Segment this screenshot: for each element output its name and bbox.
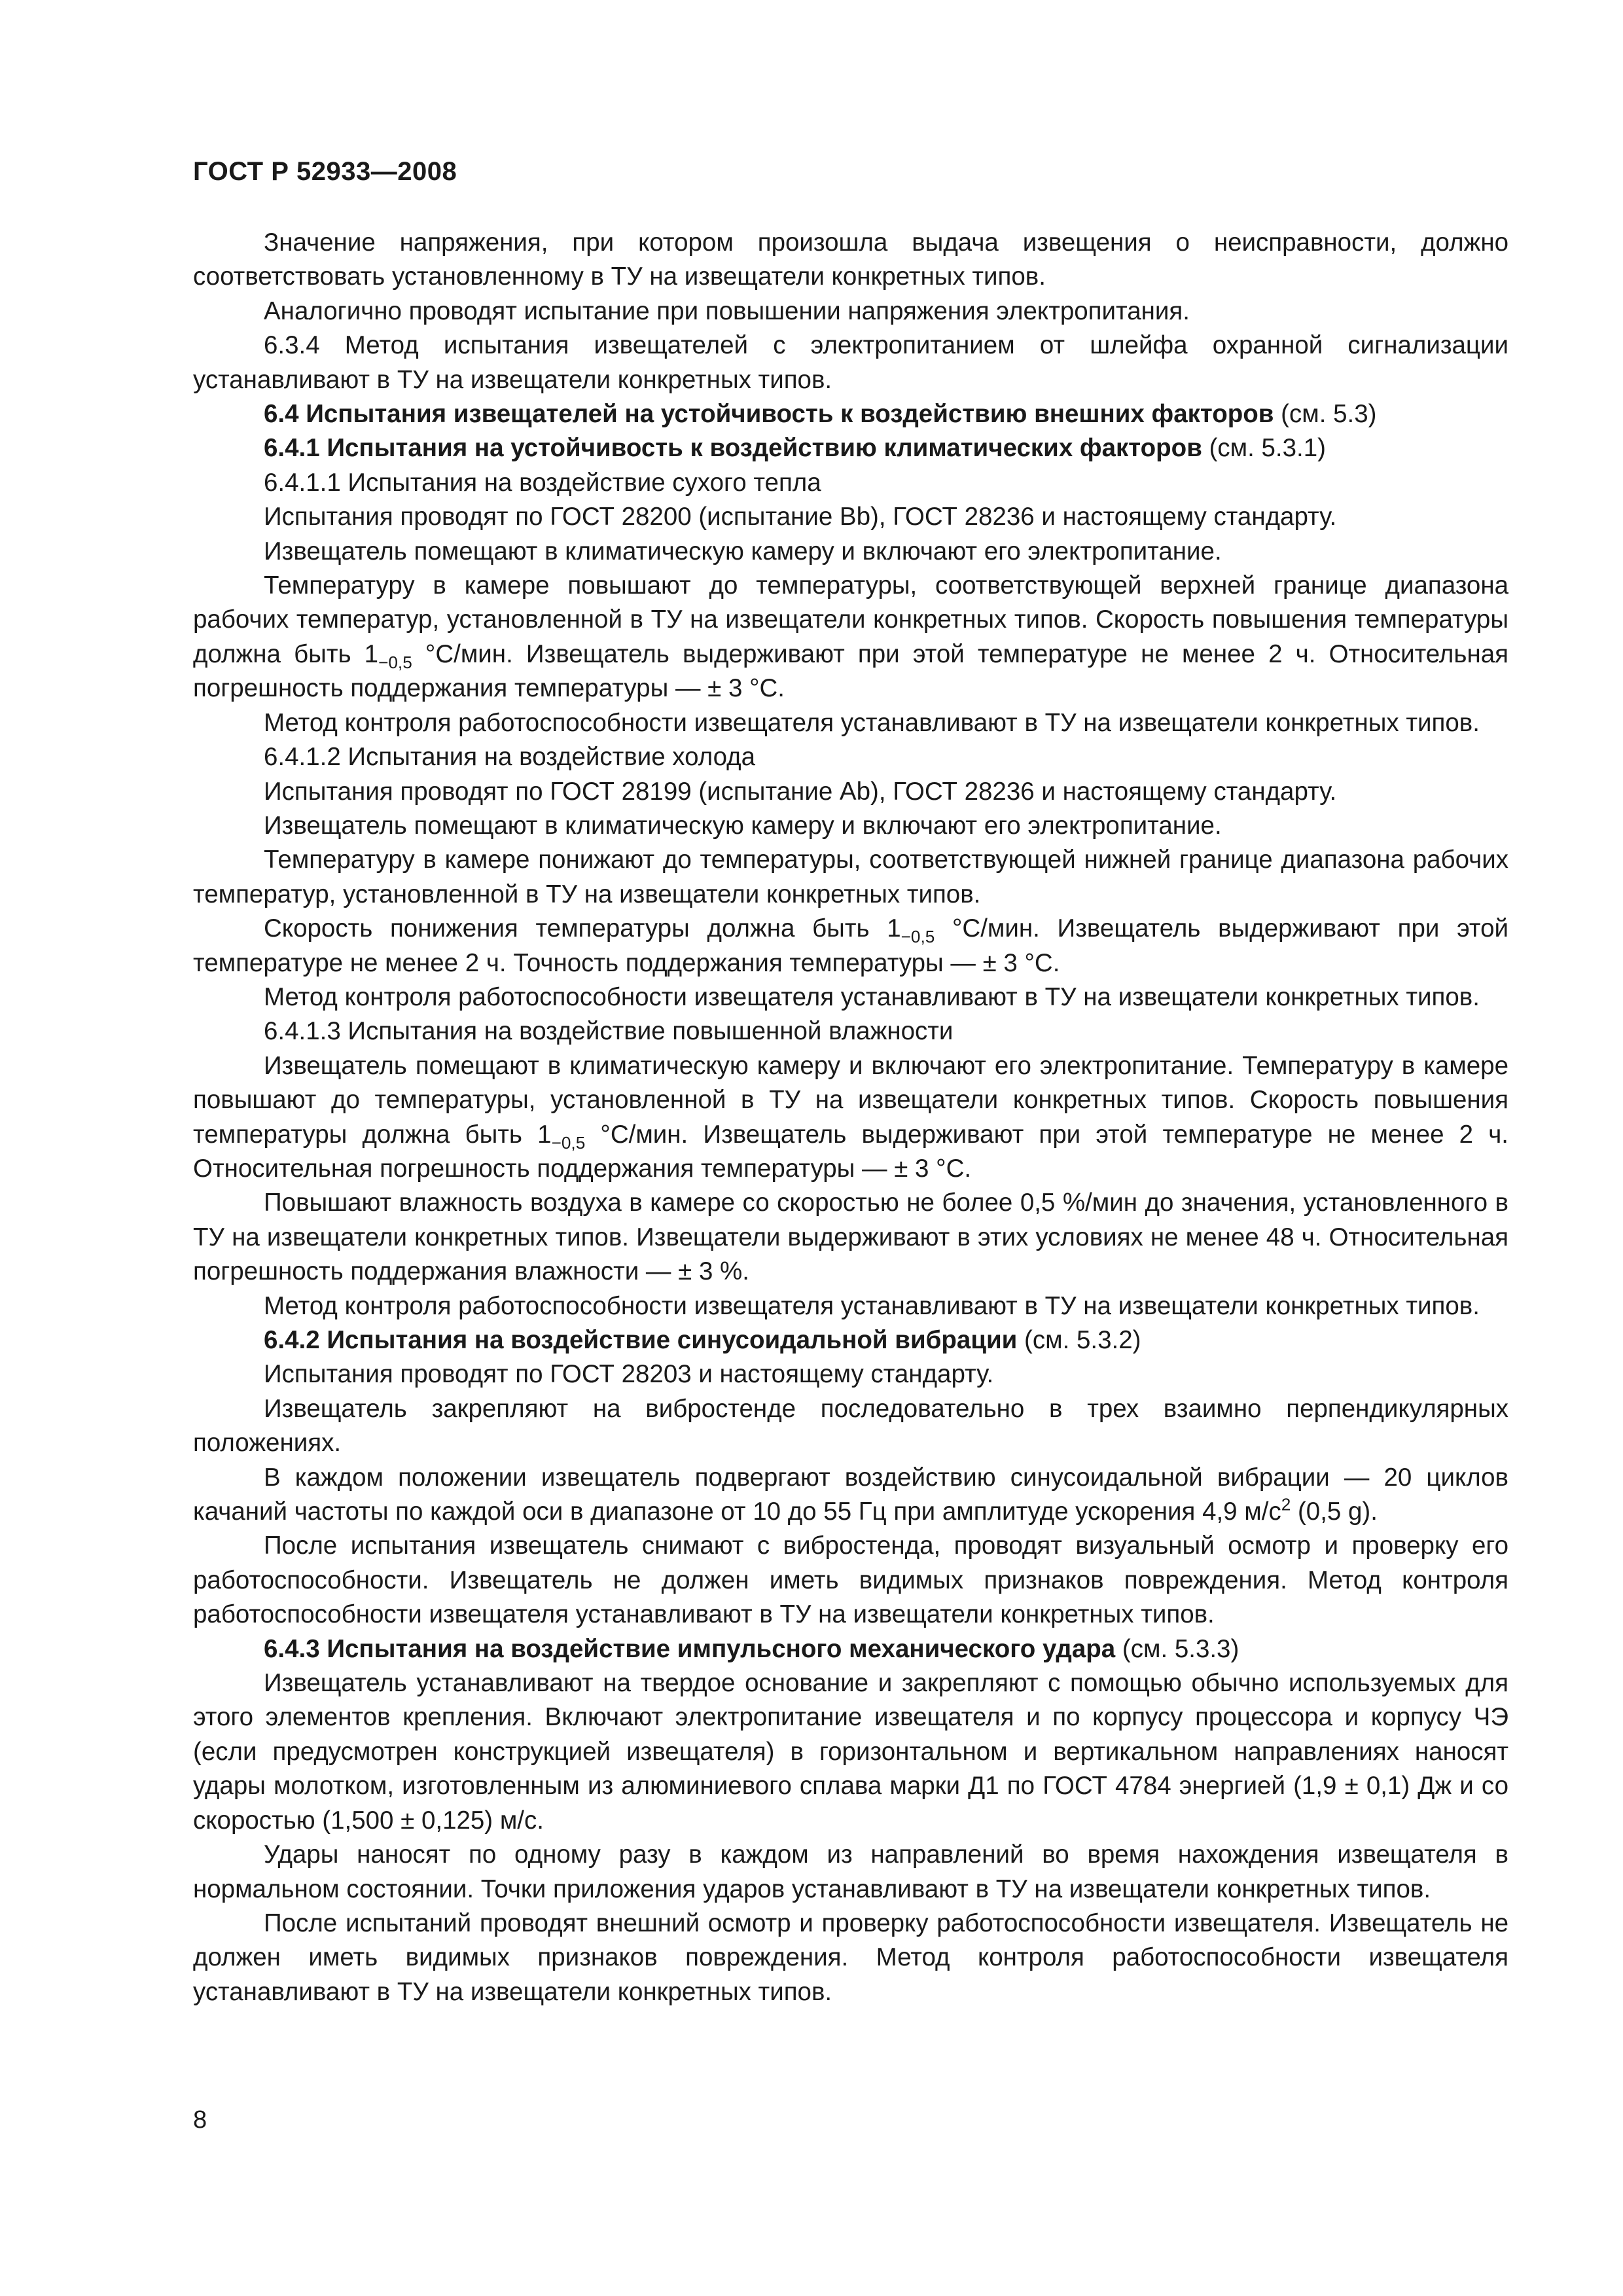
superscript: 2 — [1281, 1494, 1291, 1515]
paragraph: Извещатель закрепляют на вибростенде последовательно в трех взаимно перпендикулярных положениях. — [193, 1394, 1508, 1458]
subsection-heading-6-4-1-3: 6.4.1.3 Испытания на воздействие повышенной влажности — [264, 1017, 954, 1046]
subscript: −0,5 — [901, 927, 935, 947]
text-run: °С/мин. Извещатель выдерживают при этой температуре не менее 2 ч. Относительная погрешность поддержания температуры — ± 3 °С. — [193, 639, 1508, 703]
text-run: Температуру в камере повышают до температуры, соответствующей верхней границе диапазона рабочих температур, установленной в ТУ на извещатели конкретных типов. Скорость повышения температуры должна быть 1 — [193, 571, 1508, 668]
paragraph: Повышают влажность воздуха в камере со скоростью не более 0,5 %/мин до значения, установленного в ТУ на извещатели конкретных типов. Извещатели выдерживают в этих условиях не менее 48 ч. Относительная погрешность поддержания влажности — ± 3 %. — [193, 1189, 1508, 1286]
paragraph: Метод контроля работоспособности извещателя устанавливают в ТУ на извещатели конкретных типов. — [264, 708, 1480, 737]
heading-ref: (см. 5.3) — [1274, 400, 1377, 429]
paragraph — [193, 1461, 1508, 1530]
paragraph: Испытания проводят по ГОСТ 28203 и настоящему стандарту. — [264, 1360, 994, 1389]
heading-bold: 6.4 Испытания извещателей на устойчивость к воздействию внешних факторов — [264, 400, 1274, 429]
text-run: °С/мин. Извещатель выдерживают при этой температуре не менее 2 ч. Точность поддержания температуры — ± 3 °С. — [193, 914, 1508, 977]
paragraph — [193, 1049, 1508, 1187]
paragraph: Испытания проводят по ГОСТ 28199 (испытание Ab), ГОСТ 28236 и настоящему стандарту. — [264, 777, 1337, 806]
paragraph: После испытаний проводят внешний осмотр и проверку работоспособности извещателя. Извещатель не должен иметь видимых признаков повреждения. Метод контроля работоспособности извещателя устанавливают в ТУ на извещатели конкретных типов. — [193, 1909, 1508, 2006]
paragraph — [193, 569, 1508, 706]
paragraph: Аналогично проводят испытание при повышении напряжения электропитания. — [264, 296, 1190, 325]
section-heading-6-4-3 — [193, 1632, 1508, 1666]
paragraph: Значение напряжения, при котором произошла выдача извещения о неисправности, должно соответствовать установленному в ТУ на извещатели конкретных типов. — [193, 228, 1508, 291]
paragraph: Извещатель помещают в климатическую камеру и включают его электропитание. — [264, 811, 1222, 840]
paragraph: 6.3.4 Метод испытания извещателей с электропитанием от шлейфа охранной сигнализации устанавливают в ТУ на извещатели конкретных типов. — [193, 331, 1508, 394]
text-run: (0,5 g). — [1291, 1498, 1378, 1526]
page-number: 8 — [193, 2106, 207, 2134]
section-heading-6-4-1 — [193, 431, 1508, 465]
subscript: −0,5 — [378, 653, 412, 673]
document-body — [193, 226, 1508, 2009]
paragraph: Извещатель устанавливают на твердое основание и закрепляют с помощью обычно используемых для этого элементов крепления. Включают электропитание извещателя и по корпусу процессора и корпусу ЧЭ (если предусмотрен конструкцией извещателя) в горизонтальном и вертикальном направлениях наносят удары молотком, изготовленным из алюминиевого сплава марки Д1 по ГОСТ 4784 энергией (1,9 ± 0,1) Дж и со скоростью (1,500 ± 0,125) м/с. — [193, 1669, 1508, 1835]
heading-bold: 6.4.3 Испытания на воздействие импульсного механического удара — [264, 1634, 1116, 1663]
heading-bold: 6.4.1 Испытания на устойчивость к воздействию климатических факторов — [264, 434, 1202, 463]
paragraph: Метод контроля работоспособности извещателя устанавливают в ТУ на извещатели конкретных типов. — [264, 982, 1480, 1011]
section-heading-6-4 — [193, 397, 1508, 431]
text-run: В каждом положении извещатель подвергают воздействию синусоидальной вибрации — 20 циклов качаний частоты по каждой оси в диапазоне от 10 до 55 Гц при амплитуде ускорения 4,9 м/с — [193, 1463, 1508, 1526]
subsection-heading-6-4-1-2: 6.4.1.2 Испытания на воздействие холода — [264, 743, 756, 772]
text-run: Извещатель помещают в климатическую камеру и включают его электропитание. Температуру в камере повышают до температуры, установленной в ТУ на извещатели конкретных типов. Скорость повышения температуры должна быть 1 — [193, 1051, 1508, 1149]
paragraph: Извещатель помещают в климатическую камеру и включают его электропитание. — [264, 537, 1222, 565]
paragraph — [193, 912, 1508, 980]
heading-ref: (см. 5.3.3) — [1115, 1634, 1240, 1663]
text-run: Скорость понижения температуры должна быть 1 — [264, 914, 901, 943]
paragraph: Метод контроля работоспособности извещателя устанавливают в ТУ на извещатели конкретных типов. — [264, 1291, 1480, 1320]
heading-bold: 6.4.2 Испытания на воздействие синусоидальной вибрации — [264, 1326, 1018, 1354]
paragraph: Удары наносят по одному разу в каждом из направлений во время нахождения извещателя в нормальном состоянии. Точки приложения ударов устанавливают в ТУ на извещатели конкретных типов. — [193, 1840, 1508, 1903]
heading-ref: (см. 5.3.1) — [1202, 434, 1326, 463]
paragraph: Испытания проводят по ГОСТ 28200 (испытание Bb), ГОСТ 28236 и настоящему стандарту. — [264, 503, 1337, 531]
subsection-heading-6-4-1-1: 6.4.1.1 Испытания на воздействие сухого тепла — [264, 468, 821, 497]
paragraph: Температуру в камере понижают до температуры, соответствующей нижней границе диапазона рабочих температур, установленной в ТУ на извещатели конкретных типов. — [193, 846, 1508, 908]
heading-ref: (см. 5.3.2) — [1017, 1326, 1141, 1354]
section-heading-6-4-2 — [193, 1323, 1508, 1357]
paragraph: После испытания извещатель снимают с вибростенда, проводят визуальный осмотр и проверку его работоспособности. Извещатель не должен иметь видимых признаков повреждения. Метод контроля работоспособности извещателя устанавливают в ТУ на извещатели конкретных типов. — [193, 1532, 1508, 1629]
text-run: °С/мин. Извещатель выдерживают при этой температуре не менее 2 ч. Относительная погрешность поддержания температуры — ± 3 °С. — [193, 1120, 1509, 1183]
subscript: −0,5 — [551, 1132, 586, 1153]
document-header: ГОСТ Р 52933—2008 — [193, 157, 457, 186]
